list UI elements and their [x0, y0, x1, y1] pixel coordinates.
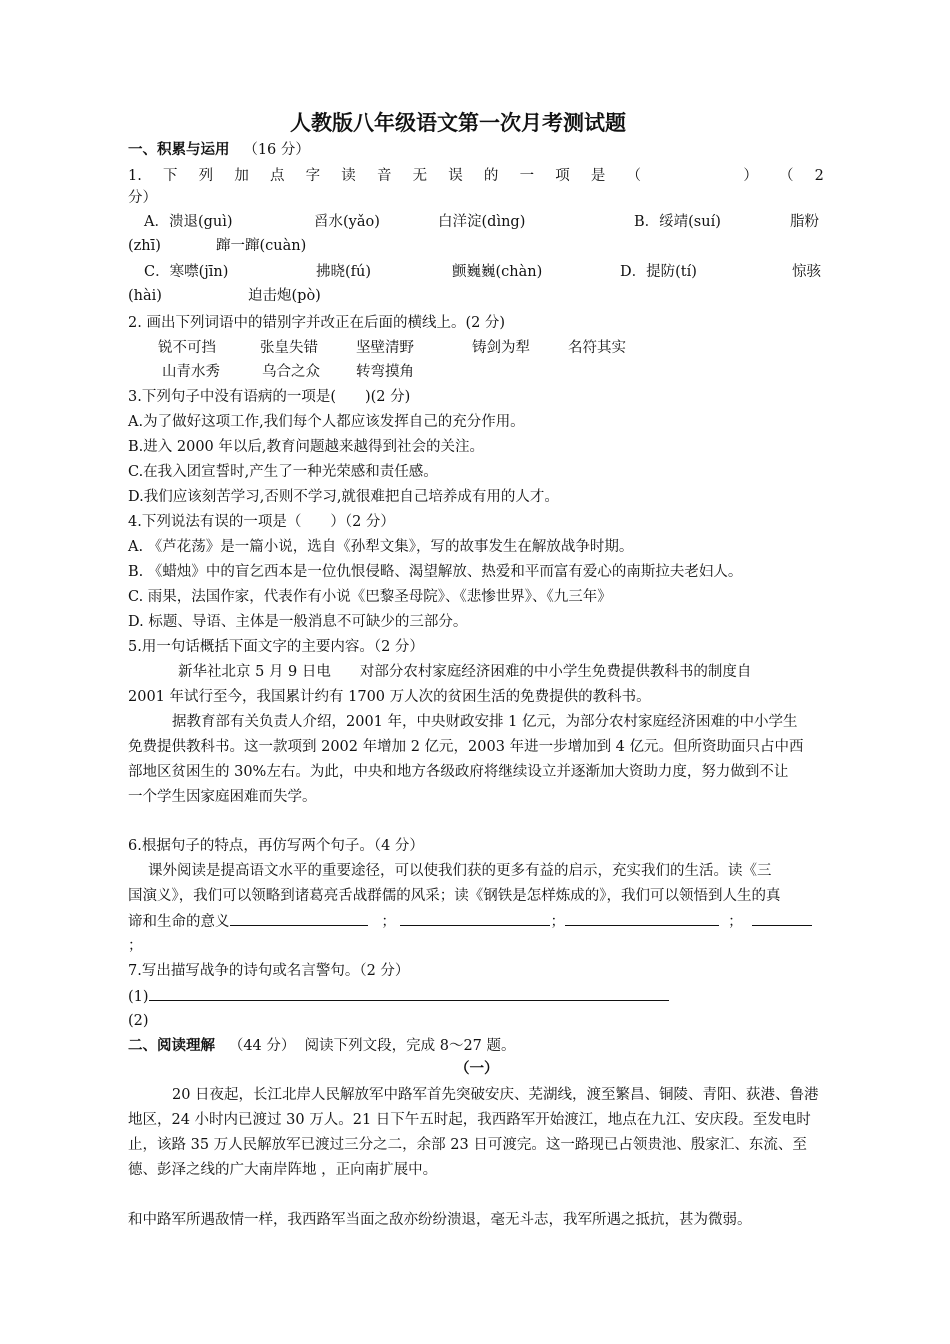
passage-line: 德、彭泽之线的广大南岸阵地 ，正向南扩展中。 — [128, 1162, 438, 1178]
q1-option-b: B．绥靖(suí) — [634, 214, 721, 230]
q2-word: 乌合之众 — [262, 364, 320, 380]
q5-para2-line: 一个学生因家庭困难而失学。 — [128, 789, 317, 805]
q2-word: 山青水秀 — [162, 364, 220, 380]
q5-para1-line: 2001 年试行至今，我国累计约有 1700 万人次的贫困生活的免费提供的教科书。 — [128, 689, 651, 705]
q4-option: A. 《芦花荡》是一篇小说，选自《孙犁文集》，写的故事发生在解放战争时期。 — [128, 539, 634, 555]
q7-answer-1 — [128, 986, 669, 1007]
q5-para2-line: 据教育部有关负责人介绍，2001 年，中央财政安排 1 亿元，为部分农村家庭经济困难的中小学生 — [172, 714, 798, 730]
q1-char: 无 — [412, 168, 428, 184]
q1-option-c: C．寒噤(jīn) — [144, 264, 229, 280]
q1-option-a: A．溃退(guì) — [144, 214, 233, 230]
q5-stem: 5.用一句话概括下面文字的主要内容。（2 分） — [128, 639, 424, 655]
q3-option: D.我们应该刻苦学习,否则不学习,就很难把自己培养成有用的人才。 — [128, 489, 559, 505]
q1-option-d-wrap: (hài) — [128, 288, 162, 304]
q1-number: 1. — [128, 168, 142, 184]
q6-stem: 6.根据句子的特点，再仿写两个句子。（4 分） — [128, 838, 424, 854]
q4-option: C. 雨果，法国作家，代表作有小说《巴黎圣母院》、《悲惨世界》、《九三年》 — [128, 589, 612, 605]
q3-stem: 3.下列句子中没有语病的一项是( )(2 分) — [128, 389, 411, 405]
q5-para1-line: 新华社北京 5 月 9 日电 对部分农村家庭经济困难的中小学生免费提供教科书的制度自 — [178, 664, 752, 680]
q2-word: 锐不可挡 — [158, 340, 216, 356]
q1-char: 读 — [341, 168, 356, 184]
section-2-score: （44 分） — [228, 1038, 296, 1054]
q6-fill-line — [128, 911, 812, 932]
q6-separator: ； — [728, 914, 743, 930]
q6-answer-blank[interactable] — [230, 911, 368, 926]
q1-option-d: D．提防(tí) — [620, 264, 697, 280]
page-title: 人教版八年级语文第一次月考测试题 — [290, 110, 626, 135]
q1-option-c-3: 颤巍巍(chàn) — [452, 264, 543, 280]
q3-option: B.进入 2000 年以后,教育问题越来越得到社会的关注。 — [128, 439, 484, 455]
section-2-instructions: 阅读下列文段，完成 8～27 题。 — [304, 1038, 516, 1054]
section-2-title: 二、阅读理解 — [128, 1037, 215, 1054]
q1-char: 字 — [305, 168, 321, 184]
q6-text-tail: 谛和生命的意义 — [128, 914, 230, 930]
q6-answer-blank[interactable] — [752, 911, 812, 926]
q2-word: 转弯摸角 — [356, 364, 414, 380]
q1-stem — [128, 166, 824, 186]
q7-label-1: (1) — [128, 989, 149, 1005]
q1-option-a-3: 白洋淀(dìng) — [438, 214, 526, 230]
q1-char: （ — [779, 168, 794, 184]
q3-option: A.为了做好这项工作,我们每个人都应该发挥自己的充分作用。 — [128, 414, 525, 430]
section-1-heading — [128, 140, 310, 160]
q1-char: 一 — [519, 168, 535, 184]
q6-text-line: 课外阅读是提高语文水平的重要途径，可以使我们获的更多有益的启示，充实我们的生活。读《三 — [148, 863, 772, 879]
q6-text-line: 国演义》，我们可以领略到诸葛亮舌战群儒的风采；读《钢铁是怎样炼成的》，我们可以领悟到人生的真 — [128, 888, 781, 904]
section-2-heading — [128, 1036, 516, 1056]
passage-line: 止，该路 35 万人民解放军已渡过三分之二，余部 23 日可渡完。这一路现已占领贵池、殷家汇、东流、至 — [128, 1137, 807, 1153]
q4-stem: 4.下列说法有误的一项是（ ）（2 分） — [128, 514, 395, 530]
section-1-score: （16 分） — [243, 142, 310, 158]
q1-char: 加 — [234, 168, 249, 184]
q1-char: （ — [626, 168, 642, 184]
q1-char: 项 — [555, 168, 570, 184]
q1-option-d-end: 惊骇 — [792, 264, 821, 280]
q4-option: B. 《蜡烛》中的盲乞西本是一位仇恨侵略、渴望解放、热爱和平而富有爱心的南斯拉夫老妇人。 — [128, 564, 743, 580]
q2-word: 张皇失错 — [260, 340, 318, 356]
q1-stem-tail: 分） — [128, 190, 157, 206]
q6-answer-blank[interactable] — [565, 911, 719, 926]
q1-char: 点 — [269, 168, 285, 184]
passage-line: 20 日夜起，长江北岸人民解放军中路军首先突破安庆、芜湖线，渡至繁昌、铜陵、青阳、荻港、鲁港 — [172, 1087, 819, 1103]
q7-answer-blank[interactable] — [149, 986, 669, 1001]
q1-char: 音 — [376, 168, 392, 184]
section-1-title: 一、积累与运用 — [128, 141, 230, 158]
q5-para2-line: 部地区贫困生的 30%左右。为此，中央和地方各级政府将继续设立并逐渐加大资助力度，努力做到不让 — [128, 764, 789, 780]
q7-stem: 7.写出描写战争的诗句或名言警句。（2 分） — [128, 963, 410, 979]
q1-char: 下 — [163, 168, 178, 184]
q1-char: 2 — [814, 168, 824, 184]
passage-heading: （一） — [455, 1060, 499, 1077]
q1-char: 误 — [448, 168, 463, 184]
q4-option: D. 标题、导语、主体是一般消息不可缺少的三部分。 — [128, 614, 468, 630]
q1-option-b-wrap: (zhī) — [128, 238, 161, 254]
q6-line-end: ； — [128, 938, 143, 954]
q1-option-d-wrap-2: 迫击炮(pò) — [248, 288, 321, 304]
q1-answer-space — [662, 166, 722, 186]
q2-word: 坚壁清野 — [356, 340, 414, 356]
q5-para2-line: 免费提供教科书。这一款项到 2002 年增加 2 亿元，2003 年进一步增加到 4 亿元。但所资助面只占中西 — [128, 739, 804, 755]
q7-answer-2: (2) — [128, 1013, 149, 1029]
q1-char: 是 — [590, 168, 606, 184]
q3-option: C.在我入团宣誓时,产生了一种光荣感和责任感。 — [128, 464, 438, 480]
q2-stem: 2. 画出下列词语中的错别字并改正在后面的横线上。(2 分) — [128, 315, 506, 331]
q2-word: 铸剑为犁 — [472, 340, 530, 356]
q1-char: ） — [743, 168, 758, 184]
passage-line: 地区，24 小时内已渡过 30 万人。21 日下午五时起，我西路军开始渡江，地点在九江、安庆段。至发电时 — [128, 1112, 811, 1128]
q1-option-c-2: 拂晓(fú) — [316, 264, 372, 280]
q1-option-b-wrap-2: 蹿一蹿(cuàn) — [216, 238, 307, 254]
q1-char: 列 — [198, 168, 214, 184]
q6-separator: ； — [550, 914, 565, 930]
q6-answer-blank[interactable] — [400, 911, 550, 926]
q6-separator: ； — [381, 914, 396, 930]
q1-option-b-end: 脂粉 — [790, 214, 819, 230]
q1-char: 的 — [483, 168, 499, 184]
passage-line: 和中路军所遇敌情一样，我西路军当面之敌亦纷纷溃退，毫无斗志，我军所遇之抵抗，甚为微弱。 — [128, 1212, 752, 1228]
q2-word: 名符其实 — [568, 340, 626, 356]
q1-option-a-2: 舀水(yǎo) — [314, 214, 380, 230]
